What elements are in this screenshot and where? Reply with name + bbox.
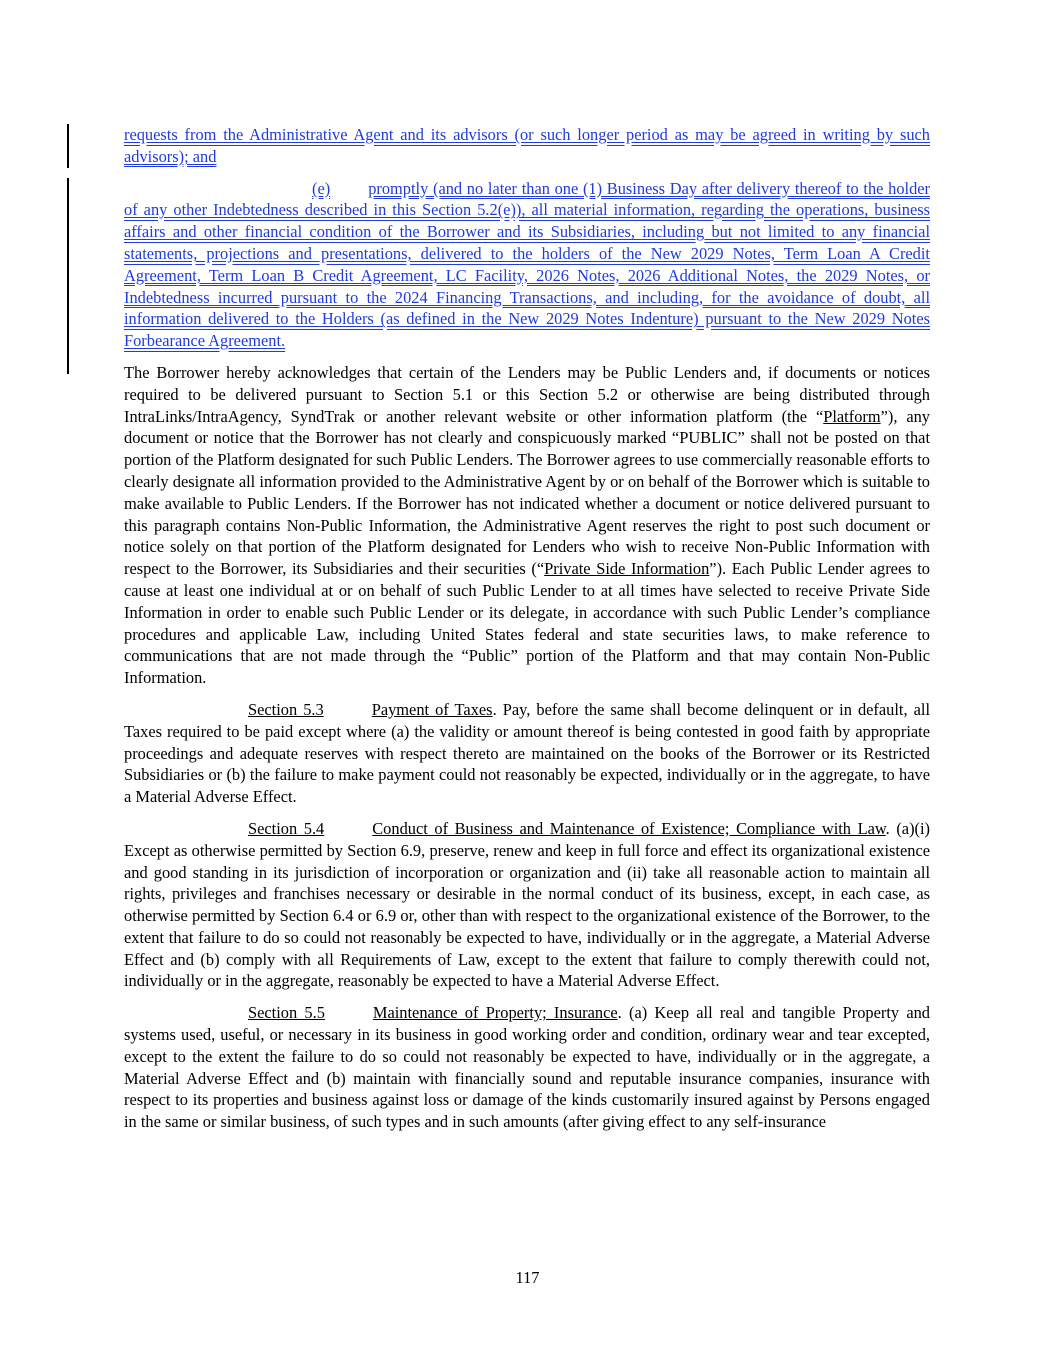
clause-label: (e) — [312, 178, 331, 198]
section-title: Payment of Taxes — [371, 699, 493, 719]
section-title: Conduct of Business and Maintenance of Existence; Compliance with Law — [372, 818, 886, 838]
section-title: Maintenance of Property; Insurance — [372, 1003, 618, 1023]
inserted-continuation: requests from the Administrative Agent and its advisors (or such longer period as may be agreed in writing by such advisors); and — [124, 125, 930, 166]
section-5-5: Section 5.5 Maintenance of Property; Insurance. (a) Keep all real and tangible Property and systems used, useful, or necessary in its business in good working order and condition, ordinary wear and tear excepted, except to the extent the failure to do so could not reasonably be expected to have, individually or in the aggregate, a Material Adverse Effect and (b) maintain with financially sound and reputable insurance companies, insurance with respect to its properties and business against loss or damage of the kinds customarily insured against by Persons engaged in the same or similar business, of such types and in such amounts (after giving effect to any self-insurance — [124, 1003, 931, 1132]
section-5-3: Section 5.3 Payment of Taxes. Pay, before the same shall become delinquent or in default, all Taxes required to be paid except where (a) the validity or amount thereof is being contested in good faith by appropriate proceedings and adequate reserves with respect thereto are maintained on the books of the Borrower or its Restricted Subsidiaries or (b) the failure to make payment could not reasonably be expected, individually or in the aggregate, to have a Material Adverse Effect. — [124, 699, 931, 807]
page-number: 117 — [515, 1268, 540, 1287]
defined-term: Private Side Information — [544, 559, 710, 579]
section-5-4: Section 5.4 Conduct of Business and Maintenance of Existence; Compliance with Law. (a)(i) Except as otherwise permitted by Section 6.9, preserve, renew and keep in full force and effect its organizational existence and good standing in its jurisdiction of incorporation or organization and (ii) take all reasonable action to maintain all rights, privileges and franchises necessary or desirable in the normal conduct of its business, except, in each case, as otherwise permitted by Section 6.4 or 6.9 or, other than with respect to the organizational existence of the Borrower, to the extent that failure to do so could not reasonably be expected to have, individually or in the aggregate, a Material Adverse Effect and (b) comply with all Requirements of Law, except to the extent that failure to comply therewith could not, individually or in the aggregate, reasonably be expected to have a Material Adverse Effect. — [124, 818, 931, 991]
section-number: Section 5.3 — [248, 699, 324, 719]
change-bar — [67, 178, 69, 374]
public-lenders-paragraph: The Borrower hereby acknowledges that certain of the Lenders may be Public Lenders and, if documents or notices required to be delivered pursuant to Section 5.1 or this Section 5.2 or otherwise are being distributed through IntraLinks/IntraAgency, SyndTrak or another relevant website or other information platform (the “Platform”), any document or notice that the Borrower has not clearly and conspicuously marked “PUBLIC” shall not be posted on that portion of the Platform designated for such Public Lenders. The Borrower agrees to use commercially reasonable efforts to clearly designate all information provided to the Administrative Agent by or on behalf of the Borrower which is suitable to make available to Public Lenders. If the Borrower has not indicated whether a document or notice delivered pursuant to this paragraph contains Non-Public Information, the Administrative Agent reserves the right to post such document or notice solely on that portion of the Platform designated for Lenders who wish to receive Non-Public Information with respect to the Borrower, its Subsidiaries and their securities (“Private Side Information”). Each Public Lender agrees to cause at least one individual at or on behalf of such Public Lender to at all times have selected to receive Private Side Information in order to enable such Public Lender or its delegate, in accordance with such Public Lender’s compliance procedures and applicable Law, including United States federal and state securities laws, to make reference to communications that are not made through the “Public” portion of the Platform and that may contain Non-Public Information. — [124, 362, 930, 688]
section-number: Section 5.5 — [248, 1003, 325, 1023]
clause-e — [124, 178, 930, 352]
change-bar — [67, 124, 69, 168]
section-number: Section 5.4 — [248, 818, 325, 838]
defined-term: Platform — [823, 406, 881, 426]
document-page — [124, 124, 930, 1143]
clause-text: promptly (and no later than one (1) Business Day after delivery thereof to the holder of any other Indebtedness described in this Section 5.2(e)), all material information, regarding the operations, business affairs and other financial condition of the Borrower and its Subsidiaries, including but not limited to any financial statements, projections and presentations, delivered to the holders of the New 2029 Notes, Term Loan A Credit Agreement, Term Loan B Credit Agreement, LC Facility, 2026 Notes, 2026 Additional Notes, the 2029 Notes, or Indebtedness incurred pursuant to the 2024 Financing Transactions, and including, for the avoidance of doubt, all information delivered to the Holders (as defined in the New 2029 Notes Indenture) pursuant to the New 2029 Notes Forbearance Agreement. — [124, 178, 930, 351]
